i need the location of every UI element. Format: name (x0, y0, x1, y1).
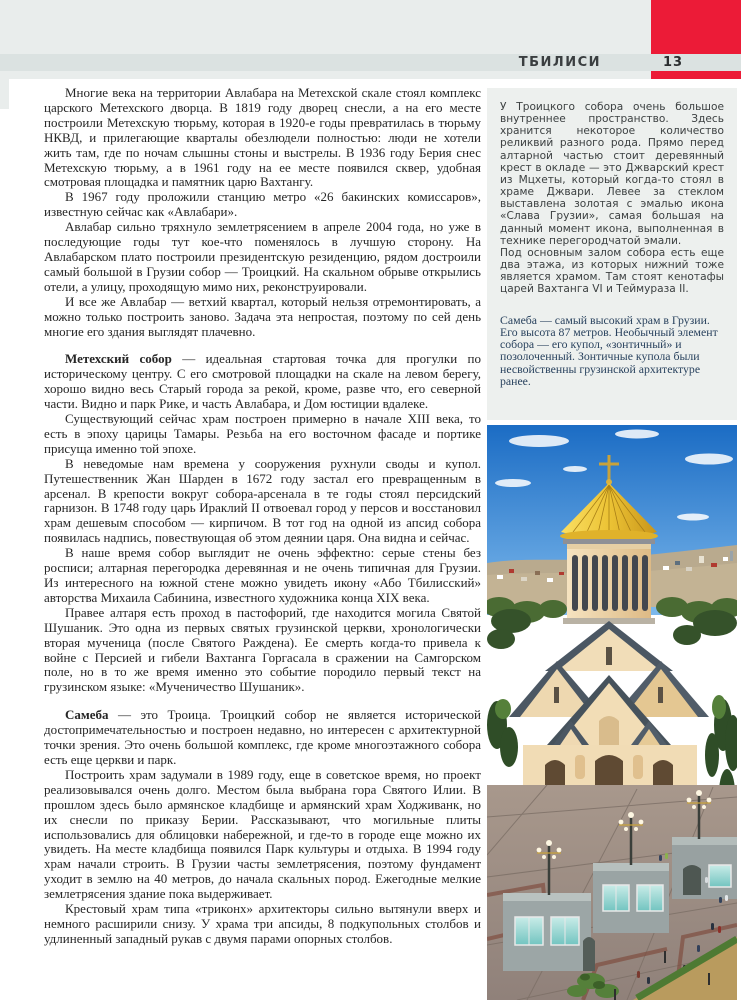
paragraph-sameba-lead: Самеба — это Троица. Троицкий собор не является исторической достопримечательностью и построен недавно, но интересен с архитектурной точки зрения. Это очень большой комплекс, где кроме многоэтажного собора есть еще церкви и парк. (44, 707, 481, 767)
sidebar-panel (487, 88, 737, 420)
paragraph-metekhi-lead: Метехский собор — идеальная стартовая точка для прогулки по историческому центру. С его смотровой площадки на скале на левом берегу, хорошо видно весь Старый города за рекой, кроме, разве что, его северной части. Видно и парк Рике, и часть Авлабара, и Дом юстиции вдалеке. (44, 351, 481, 412)
paragraph: Крестовый храм типа «триконх» архитекторы сильно вытянули вверх и немного расширили снизу. У храма три апсиды, 8 подкупольных столбов и удлиненный западный рукав с двумя парами опорных столбов. (44, 901, 481, 946)
paragraph: Правее алтаря есть проход в пастофорий, где находится могила Святой Шушаник. Это одна из первых святых грузинской церкви, хронологически вторая мученица (после Святого Раждена). Ее смерть когда-то привела к войне с Персией и гибели Вахтанга Горгасала в сражении на Самгорском поле, но в то же время именно это событие породило первый текст на грузинском языке: «Мученичество Шушаник». (44, 604, 481, 695)
paragraph: В 1967 году проложили станцию метро «26 бакинских комиссаров», известную сейчас как «Авлабари». (44, 189, 481, 220)
page-left-margin (0, 79, 9, 109)
paragraph: Многие века на территории Авлабара на Метехской скале стоял комплекс царского Метехского дворца. В 1819 году дворец снесли, а на его месте построили Метехскую тюрьму, которая в 1920-е годы превратилась в тюрьму НКВД, и прилегающие кварталы обезлюдели полностью: люди не хотели жить там, где по ночам слышны стоны и выстрелы. В 1936 году Берия снес Метехскую тюрьму, а в 1961 году на ее месте появился сквер, удобная смотровая площадка и памятник царю Вахтангу. (44, 85, 481, 190)
running-header (0, 54, 741, 71)
cathedral-photo-illustration (487, 425, 737, 1000)
sidebar-note-interior: У Троицкого собора очень большое внутреннее пространство. Здесь хранится некоторое количество реликвий разного рода. Прямо перед алтарной частью стоит деревянный крест в окладе — это Джварский крест из Мцхеты, который когда-то стоял в храме Джвари. Левее за стеклом выставлена золотая с эмалью икона «Слава Грузии», самая большая на данный момент икона, выполненная в технике перегородчатой эмали. (500, 101, 724, 247)
paragraph: Авлабар сильно тряхнуло землетрясением в апреле 2004 года, но уже в последующие годы тут кое-что поменялось в лучшую сторону. На Авлабарском плато построили президентскую резиденцию, рядом достроили самый большой в Грузии собор — Троицкий. На скальном обрыве открылись отели, а улицу, проходящую мимо них, реконструировали. (44, 219, 481, 294)
sameba-cathedral-photo (487, 425, 737, 1000)
page-number: 13 (663, 55, 684, 70)
paragraph: И все же Авлабар — ветхий квартал, который нельзя отремонтировать, а можно только построить заново. Задача эта непростая, поэтому по сей день многие его здания выглядят плачевно. (44, 293, 481, 339)
paragraph: В наше время собор выглядит не очень эффектно: серые стены без росписи; алтарная перегородка деревянная и не очень типичная для Грузии. Из интересного на южной стене можно увидеть икону «Або Тбилисский» авторства Михаила Сабинина, известного художника конца XIX века. (44, 545, 481, 605)
paragraph: Построить храм задумали в 1989 году, еще в советское время, но проект реализовывался очень долго. Местом была выбрана гора Святого Илии. В прошлом здесь было армянское кладбище и армянский храм Ходживанк, но их снесли по приказу Берии. Рассказывают, что могильные плиты использовались для облицовки набережной, и где-то в городе еще можно их увидеть. На месте кладбища появился Парк культуры и отдыха. В 1994 году храм начали строить. В Грузии часты землетрясения, поэтому фундамент уходит в землю на 40 метров, до начала скальных пород. Ежегодные мелкие землетрясения здание пока выдерживает. (44, 766, 481, 902)
sidebar-note-sameba-facts: Самеба — самый высокий храм в Грузии. Его высота 87 метров. Необычный элемент собора — его купол, «зонтичный» и позолоченный. Зонтичные купола были несвойственны грузинской архитектуре ранее. (500, 312, 718, 388)
sidebar-note-interior-continued: Под основным залом собора есть еще два этажа, из которых нижний тоже является храмом. Там стоят кенотафы царей Вахтанга VI и Теймураза II. (500, 246, 724, 296)
paragraph: В неведомые нам времена у сооружения рухнули своды и купол. Путешественник Жан Шарден в 1672 году застал его превращенным в арсенал. В крепости вокруг собора-арсенала в те годы стоял персидский гарнизон. В 1748 году царь Ираклий II отвоевал город у персов и восстановил храм дешевым способом — кирпичом. В тот год на одной из апсид собора появилась надпись, повествующая об этом деянии царя. Она видна и сейчас. (44, 455, 481, 546)
section-title: ТБИЛИСИ (518, 55, 601, 70)
paragraph: Существующий сейчас храм построен примерно в начале XIII века, то есть в эпоху царицы Тамары. Резьба на его восточном фасаде и портике присуща именно той эпохе. (44, 411, 481, 456)
article-text (44, 86, 481, 947)
